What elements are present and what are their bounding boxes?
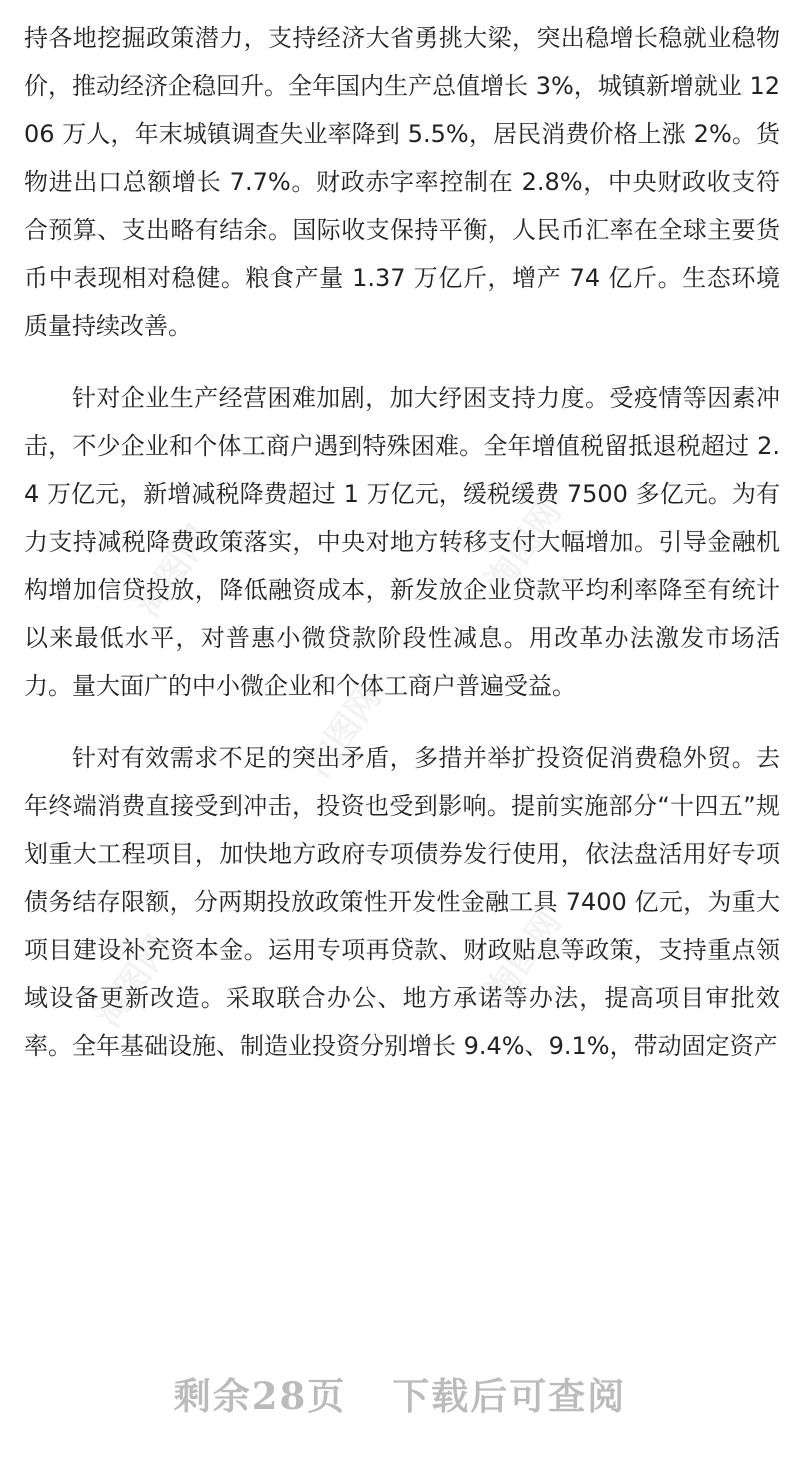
watermark: 淘图网: [298, 678, 390, 785]
remaining-pages-label[interactable]: 剩余28页: [173, 1374, 347, 1418]
paragraph: 针对有效需求不足的突出矛盾，多措并举扩投资促消费稳外贸。去年终端消费直接受到冲击，投资也受到影响。提前实施部分“十四五”规划重大工程项目，加快地方政府专项债券发行使用，依法盘活用好专项债务结存限额，分两期投放政策性开发性金融工具 7400 亿元，为重大项目建设补充资本金。运用专项再贷款、财政贴息等政策，支持重点领域设备更新改造。采取联合办公、地方承诺等办法，提高项目审批效率。全年基础设施、制造业投资分别增长 9.4%、9.1%，带动固定资产: [24, 744, 780, 1060]
watermark: 淘图网: [478, 903, 570, 1010]
download-prompt-label[interactable]: 下载后可查阅: [392, 1374, 627, 1418]
watermark: 淘图网: [128, 518, 220, 625]
watermark: 淘图网: [88, 928, 180, 1035]
download-banner[interactable]: [0, 1366, 800, 1420]
paragraph: 持各地挖掘政策潜力，支持经济大省勇挑大梁，突出稳增长稳就业稳物价，推动经济企稳回升。全年国内生产总值增长 3%，城镇新增就业 1206 万人，年末城镇调查失业率降到 5.5%，居民消费价格上涨 2%。货物进出口总额增长 7.7%。财政赤字率控制在 2.8%，中央财政收支符合预算、支出略有结余。国际收支保持平衡，人民币汇率在全球主要货币中表现相对稳健。粮食产量 1.37 万亿斤，增产 74 亿斤。生态环境质量持续改善。: [24, 24, 780, 340]
document-body: [24, 14, 780, 1070]
paragraph: 针对企业生产经营困难加剧，加大纾困支持力度。受疫情等因素冲击，不少企业和个体工商户遇到特殊困难。全年增值税留抵退税超过 2.4 万亿元，新增减税降费超过 1 万亿元，缓税缓费 7500 多亿元。为有力支持减税降费政策落实，中央对地方转移支付大幅增加。引导金融机构增加信贷投放，降低融资成本，新发放企业贷款平均利率降至有统计以来最低水平，对普惠小微贷款阶段性减息。用改革办法激发市场活力。量大面广的中小微企业和个体工商户普遍受益。: [24, 384, 780, 700]
watermark: 淘图网: [478, 493, 570, 600]
